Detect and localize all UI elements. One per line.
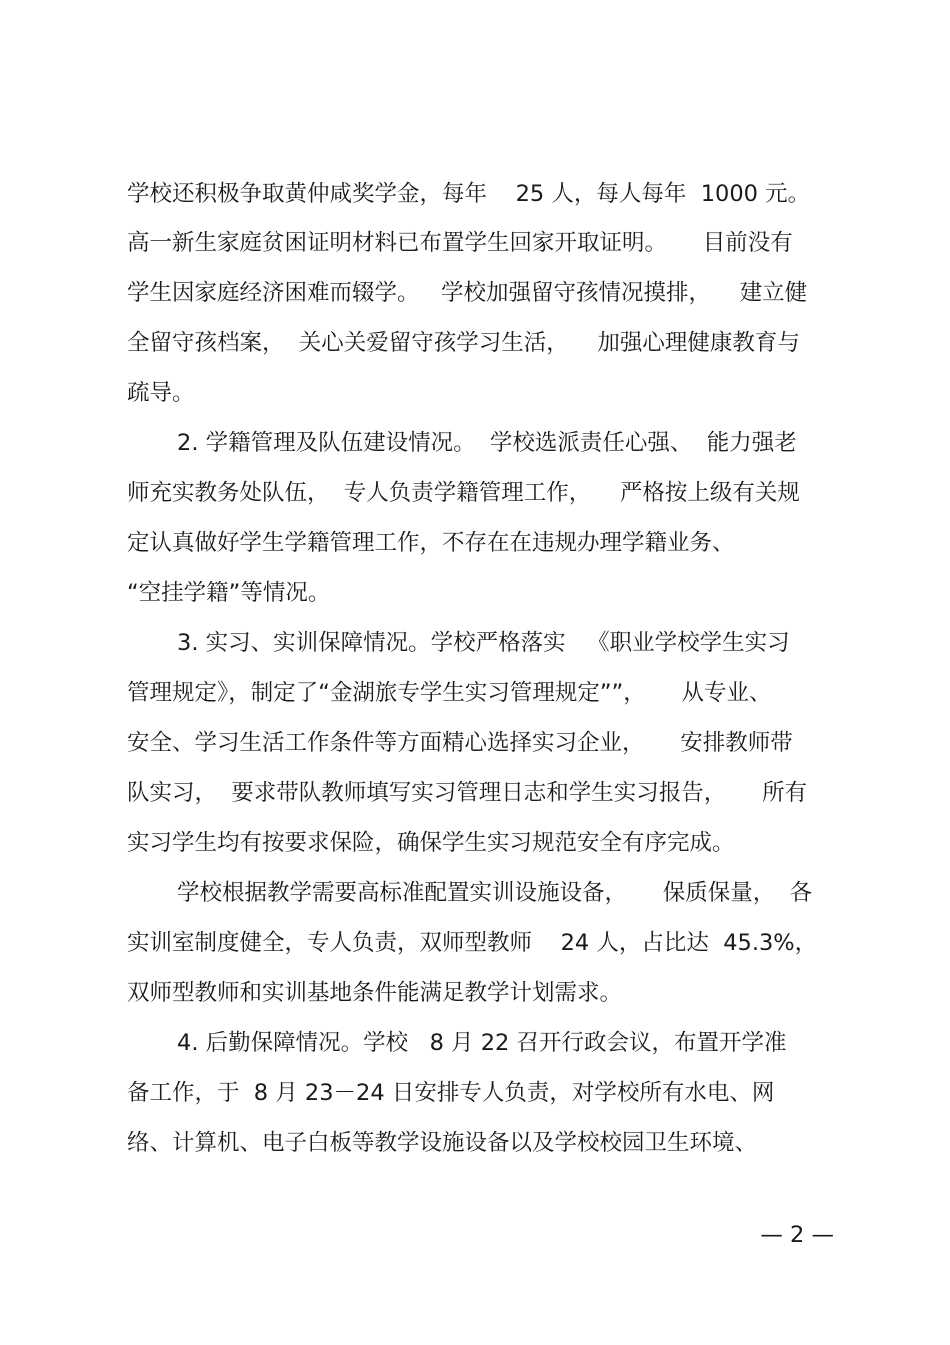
text-line: 全留守孩档案， 关心关爱留守孩学习生活， 加强心理健康教育与 (127, 330, 800, 356)
paragraph-heading-2: 2. 学籍管理及队伍建设情况。 学校选派责任心强、 能力强老 (177, 430, 797, 456)
text-line: 安全、学习生活工作条件等方面精心选择实习企业， 安排教师带 (127, 730, 793, 756)
page-number: — 2 — (760, 1222, 834, 1248)
paragraph-heading-4: 4. 后勤保障情况。学校 8 月 22 召开行政会议，布置开学准 (177, 1030, 787, 1056)
text-line: 学校还积极争取黄仲咸奖学金，每年 25 人，每人每年 1000 元。 (127, 181, 811, 207)
paragraph-start: 学校根据教学需要高标准配置实训设施设备， 保质保量， 各 (177, 880, 813, 906)
text-line: 定认真做好学生学籍管理工作，不存在在违规办理学籍业务、 (127, 530, 735, 556)
text-line: “空挂学籍”等情况。 (127, 580, 331, 606)
text-line: 师充实教务处队伍， 专人负责学籍管理工作， 严格按上级有关规 (127, 480, 800, 506)
text-line: 疏导。 (127, 380, 195, 406)
text-line: 高一新生家庭贫困证明材料已布置学生回家开取证明。 目前没有 (127, 230, 793, 256)
text-line: 络、计算机、电子白板等教学设施设备以及学校校园卫生环境、 (127, 1130, 758, 1156)
text-line: 双师型教师和实训基地条件能满足教学计划需求。 (127, 980, 623, 1006)
text-line: 队实习， 要求带队教师填写实习管理日志和学生实习报告， 所有 (127, 780, 808, 806)
text-line: 学生因家庭经济困难而辍学。 学校加强留守孩情况摸排， 建立健 (127, 280, 808, 306)
paragraph-heading-3: 3. 实习、实训保障情况。学校严格落实 《职业学校学生实习 (177, 630, 790, 656)
text-line: 管理规定》，制定了“金湖旅专学生实习管理规定””， 从专业、 (127, 680, 772, 706)
text-line: 实习学生均有按要求保险，确保学生实习规范安全有序完成。 (127, 830, 735, 856)
text-line: 实训室制度健全，专人负责，双师型教师 24 人，占比达 45.3%， (127, 930, 818, 956)
text-line: 备工作，于 8 月 23－24 日安排专人负责，对学校所有水电、网 (127, 1080, 775, 1106)
